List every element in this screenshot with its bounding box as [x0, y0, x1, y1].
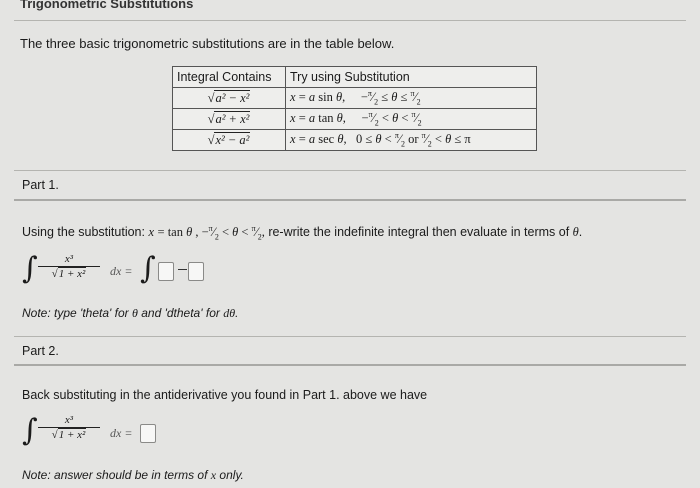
- divider: [14, 20, 686, 21]
- table-cell-substitution: x = a sin θ, $-^\pi⁄_2 \le \theta$ ≤ $^\pi⁄_2$: [286, 88, 537, 109]
- integrand-numerator: x³: [64, 414, 74, 426]
- part1-note: Note: type 'theta' for θ and 'dtheta' for dθ.: [22, 306, 239, 320]
- integral-sign: ∫: [22, 413, 38, 448]
- divider: [14, 336, 686, 337]
- substitution-table: [172, 66, 537, 151]
- table-cell-contains: √x² − a²: [173, 130, 286, 151]
- part1-instruction: Using the substitution: x = tan θ , $-^\pi⁄_2 < \theta$ < $^\pi⁄_2$, re-write the indefinite integral then evaluate in terms of θ.: [22, 224, 583, 242]
- table-header-row: [173, 67, 537, 88]
- answer-box-integrand[interactable]: [158, 262, 174, 281]
- dx-equals: dx =: [110, 426, 133, 440]
- integral-sign: ∫: [22, 251, 38, 286]
- part1-label: Part 1.: [22, 178, 59, 192]
- table-row: [173, 130, 537, 151]
- divider: [14, 170, 686, 171]
- minus-sign: [178, 269, 187, 270]
- integrand-denominator: √1 + x²: [38, 427, 100, 441]
- table-cell-substitution: x = a tan θ, $-^\pi⁄_2 < \theta$ < $^\pi⁄_2$: [286, 109, 537, 130]
- table-cell-contains: √a² + x²: [173, 109, 286, 130]
- dx-equals: dx =: [110, 264, 133, 278]
- table-row: [173, 88, 537, 109]
- divider: [14, 199, 686, 201]
- integrand-numerator: x³: [64, 253, 74, 265]
- column-header: Integral Contains: [173, 67, 286, 88]
- integrand-fraction: [38, 414, 100, 441]
- answer-box-antiderivative[interactable]: [140, 424, 156, 443]
- integrand-fraction: [38, 253, 100, 280]
- intro-text: The three basic trigonometric substitutions are in the table below.: [20, 36, 395, 51]
- page-title: Trigonometric Substitutions: [20, 0, 194, 11]
- part2-note: Note: answer should be in terms of x only.: [22, 468, 244, 482]
- table-cell-contains: √a² − x²: [173, 88, 286, 109]
- integrand-denominator: √1 + x²: [38, 266, 100, 280]
- column-header: Try using Substitution: [286, 67, 537, 88]
- table-cell-substitution: x = a sec θ, $0 \le \theta < ^\pi⁄_2$ or $^\pi⁄_2 < \theta \le \pi$: [286, 130, 537, 151]
- table-row: [173, 109, 537, 130]
- part2-instruction: Back substituting in the antiderivative you found in Part 1. above we have: [22, 388, 428, 402]
- integral-sign: ∫: [140, 251, 156, 286]
- answer-box-differential[interactable]: [188, 262, 204, 281]
- divider: [14, 364, 686, 366]
- part2-label: Part 2.: [22, 344, 59, 358]
